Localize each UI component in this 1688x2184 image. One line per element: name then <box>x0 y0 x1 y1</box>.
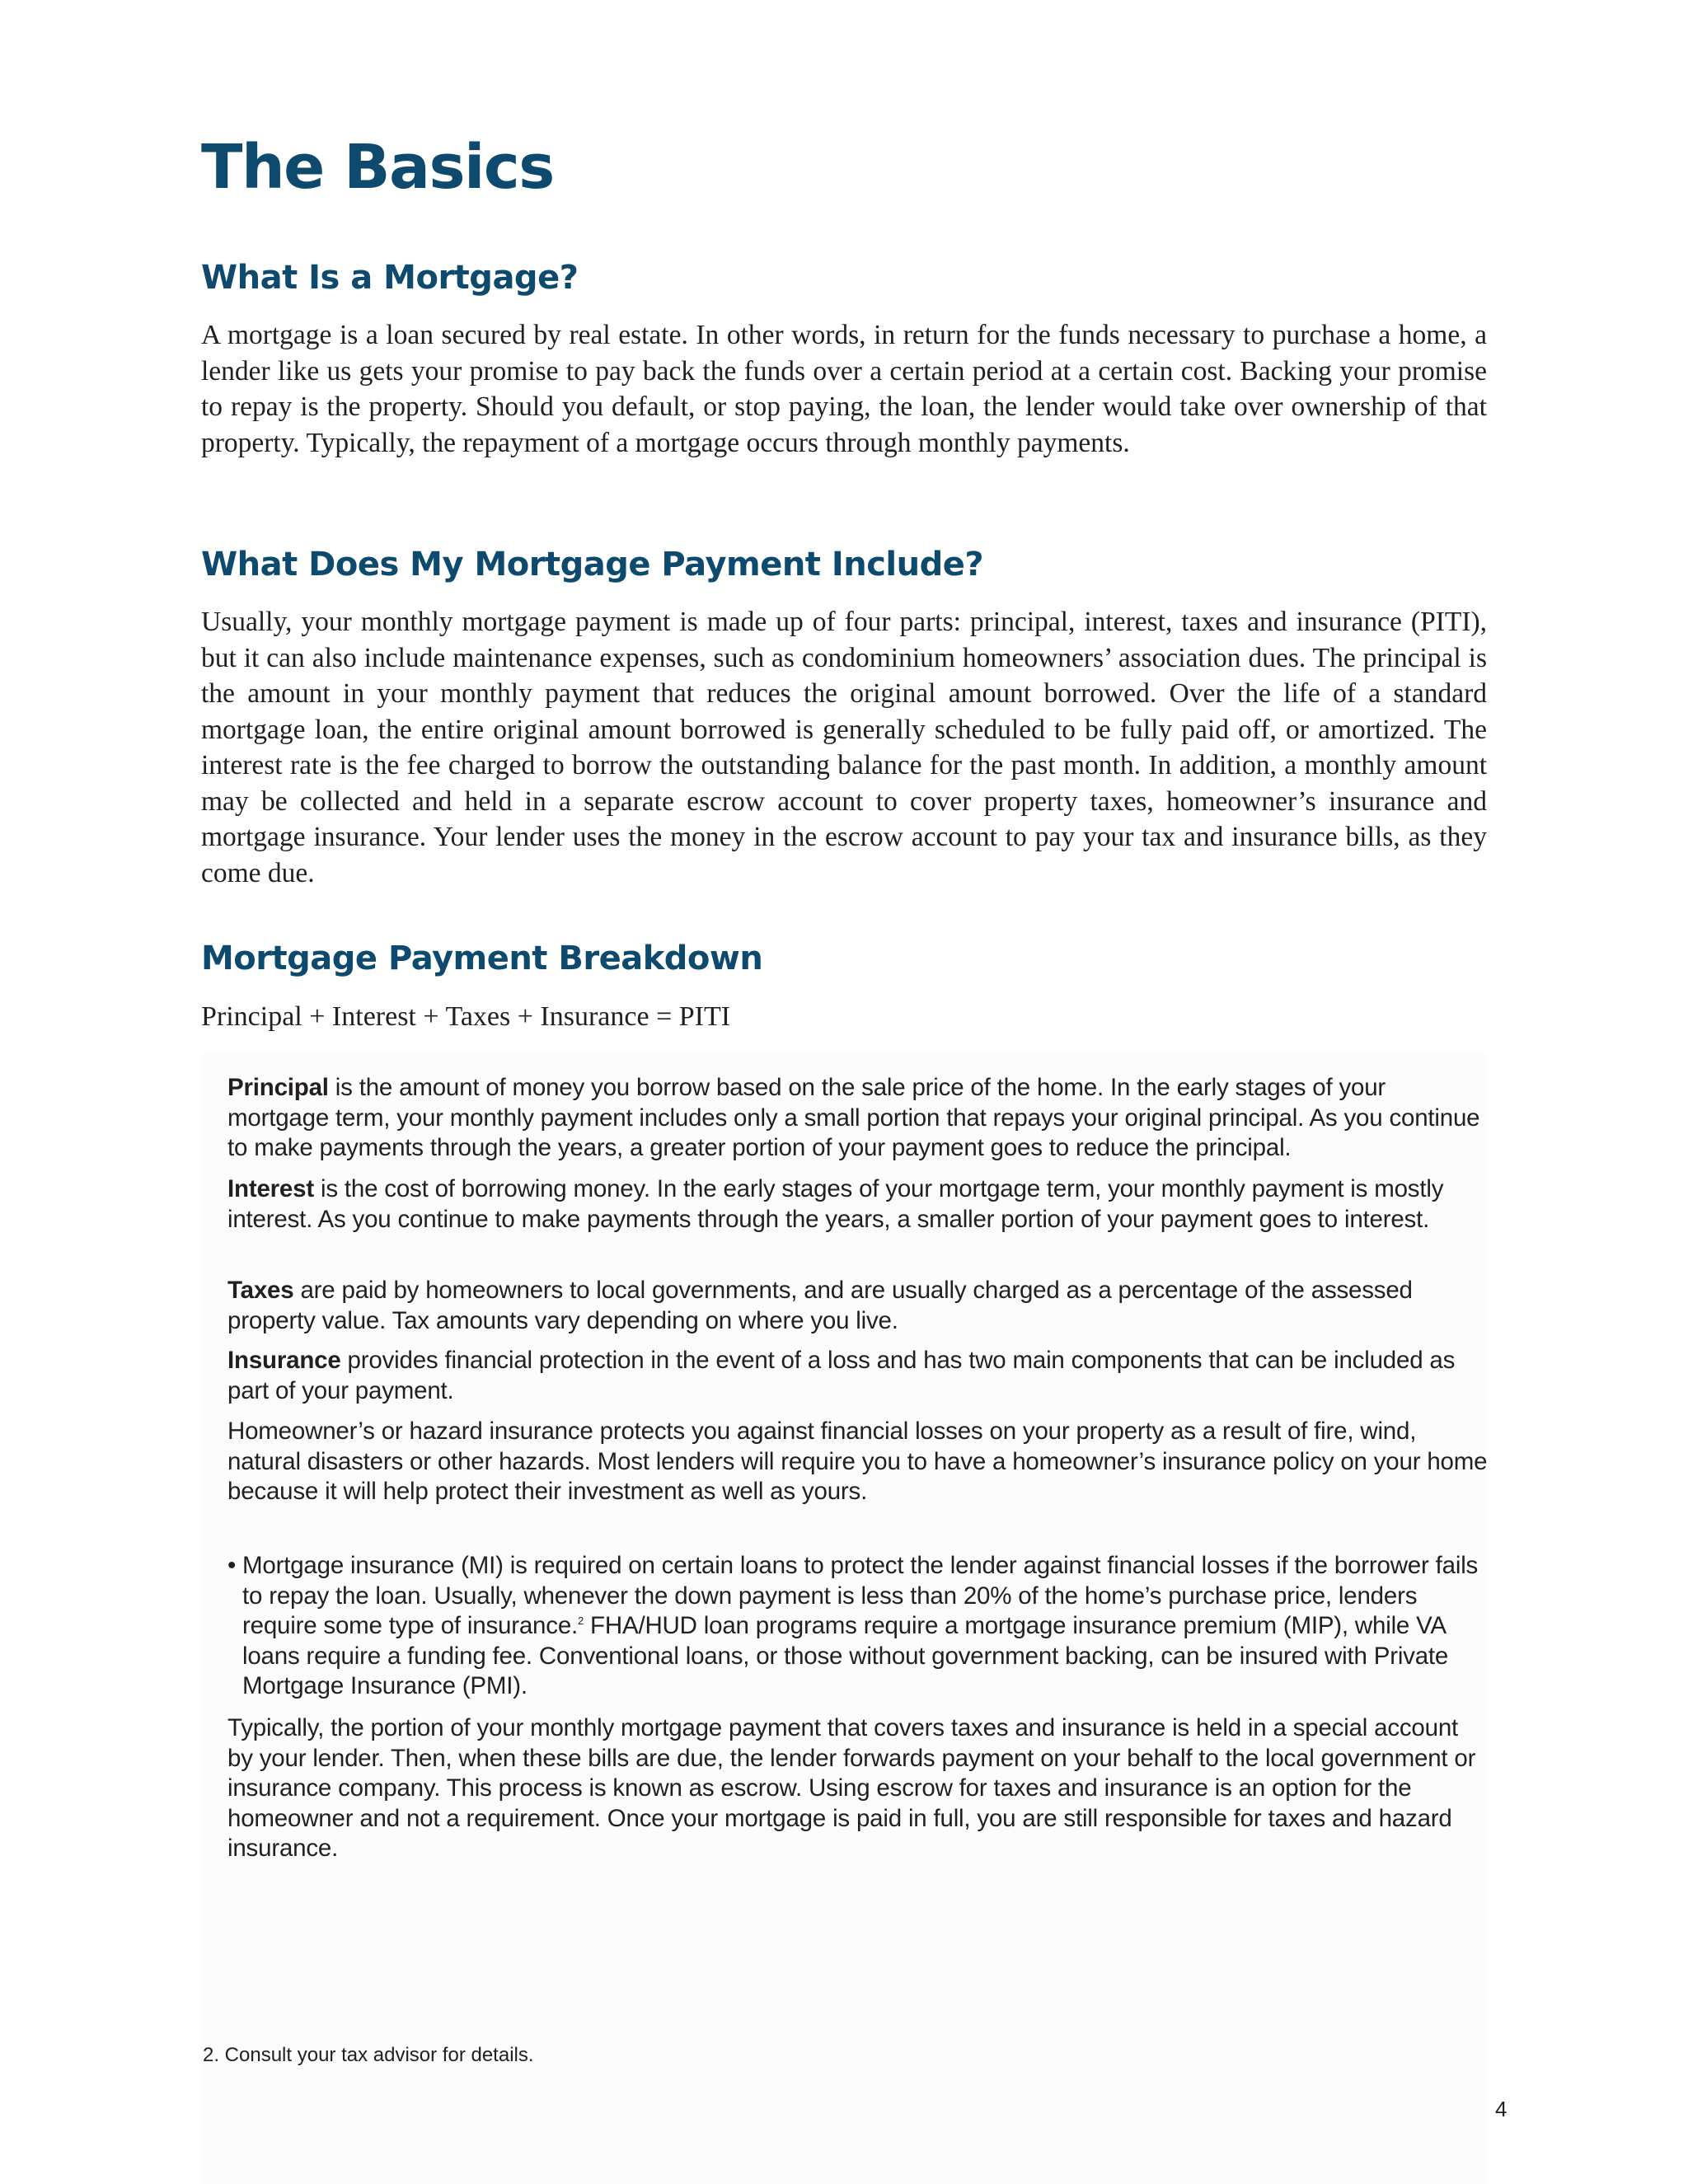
heading-what-is-a-mortgage: What Is a Mortgage? <box>201 259 579 297</box>
heading-payment-include: What Does My Mortgage Payment Include? <box>201 546 984 583</box>
bullet-marker: • <box>227 1552 237 1579</box>
term-principal: Principal <box>227 1074 329 1101</box>
list-item-mortgage-insurance <box>227 1551 1489 1702</box>
footnote: 2. Consult your tax advisor for details. <box>203 2044 534 2066</box>
definition-taxes <box>227 1276 1489 1336</box>
mortgage-insurance-text <box>227 1551 1489 1702</box>
mortgage-insurance-text-before: Mortgage insurance (MI) is required on certain loans to protect the lender against financial losses if the borrower fails to repay the loan. Usually, whenever the down payment is less than 20% of the home’s purchase price, lenders require some type of insurance. <box>242 1552 1479 1640</box>
definition-taxes-text: are paid by homeowners to local governments, and are usually charged as a percentage of the assessed property value. Tax amounts vary depending on where you live. <box>227 1277 1413 1334</box>
definition-principal <box>227 1073 1489 1164</box>
term-interest: Interest <box>227 1175 314 1202</box>
term-taxes: Taxes <box>227 1277 294 1304</box>
heading-payment-breakdown: Mortgage Payment Breakdown <box>201 940 763 977</box>
piti-formula: Principal + Interest + Taxes + Insurance = PITI <box>201 1001 731 1032</box>
definition-insurance <box>227 1346 1489 1406</box>
paragraph-payment-include: Usually, your monthly mortgage payment is made up of four parts: principal, interest, taxes and insurance (PITI), but it can also include maintenance expenses, such as condominium homeowners’ association dues. The principal is the amount in your monthly payment that reduces the original amount borrowed. Over the life of a standard mortgage loan, the entire original amount borrowed is generally scheduled to be fully paid off, or amortized. The interest rate is the fee charged to borrow the outstanding balance for the past month. In addition, a monthly amount may be collected and held in a separate escrow account to cover property taxes, homeowner’s insurance and mortgage insurance. Your lender uses the money in the escrow account to pay your tax and insurance bills, as they come due. <box>201 607 1487 888</box>
footnote-reference: 2 <box>578 1615 584 1628</box>
definition-interest <box>227 1174 1489 1235</box>
page-title: The Basics <box>201 132 554 203</box>
term-insurance: Insurance <box>227 1347 341 1374</box>
definition-interest-text: is the cost of borrowing money. In the early stages of your mortgage term, your monthly payment is mostly interest. As you continue to make payments through the years, a smaller portion of your payment goes to interest. <box>227 1175 1444 1233</box>
definition-insurance-text: provides financial protection in the event of a loss and has two main components that can be included as part of your payment. <box>227 1347 1456 1404</box>
paragraph-hazard-insurance: Homeowner’s or hazard insurance protects you against financial losses on your property as a result of fire, wind, natural disasters or other hazards. Most lenders will require you to have a homeowner’s insurance policy on your home because it will help protect their investment as well as yours. <box>227 1418 1488 1506</box>
paragraph-what-is-a-mortgage: A mortgage is a loan secured by real estate. In other words, in return for the funds necessary to purchase a home, a lender like us gets your promise to pay back the funds over a certain period at a certain cost. Backing your promise to repay is the property. Should you default, or stop paying, the loan, the lender would take over ownership of that property. Typically, the repayment of a mortgage occurs through monthly payments. <box>201 320 1487 458</box>
mortgage-insurance-text-after: FHA/HUD loan programs require a mortgage insurance premium (MIP), while VA loans require a funding fee. Conventional loans, or those without government backing, can be insured with Private Mortgage Insurance (PMI). <box>242 1612 1449 1700</box>
paragraph-escrow: Typically, the portion of your monthly mortgage payment that covers taxes and insurance is held in a special account by your lender. Then, when these bills are due, the lender forwards payment on your behalf to the local government or insurance company. This process is known as escrow. Using escrow for taxes and insurance is an option for the homeowner and not a requirement. Once your mortgage is paid in full, you are still responsible for taxes and hazard insurance. <box>227 1714 1476 1863</box>
page-number: 4 <box>1495 2097 1507 2121</box>
definition-principal-text: is the amount of money you borrow based on the sale price of the home. In the early stages of your mortgage term, your monthly payment includes only a small portion that repays your original principal. As you continue to make payments through the years, a greater portion of your payment goes to reduce the principal. <box>227 1074 1480 1162</box>
